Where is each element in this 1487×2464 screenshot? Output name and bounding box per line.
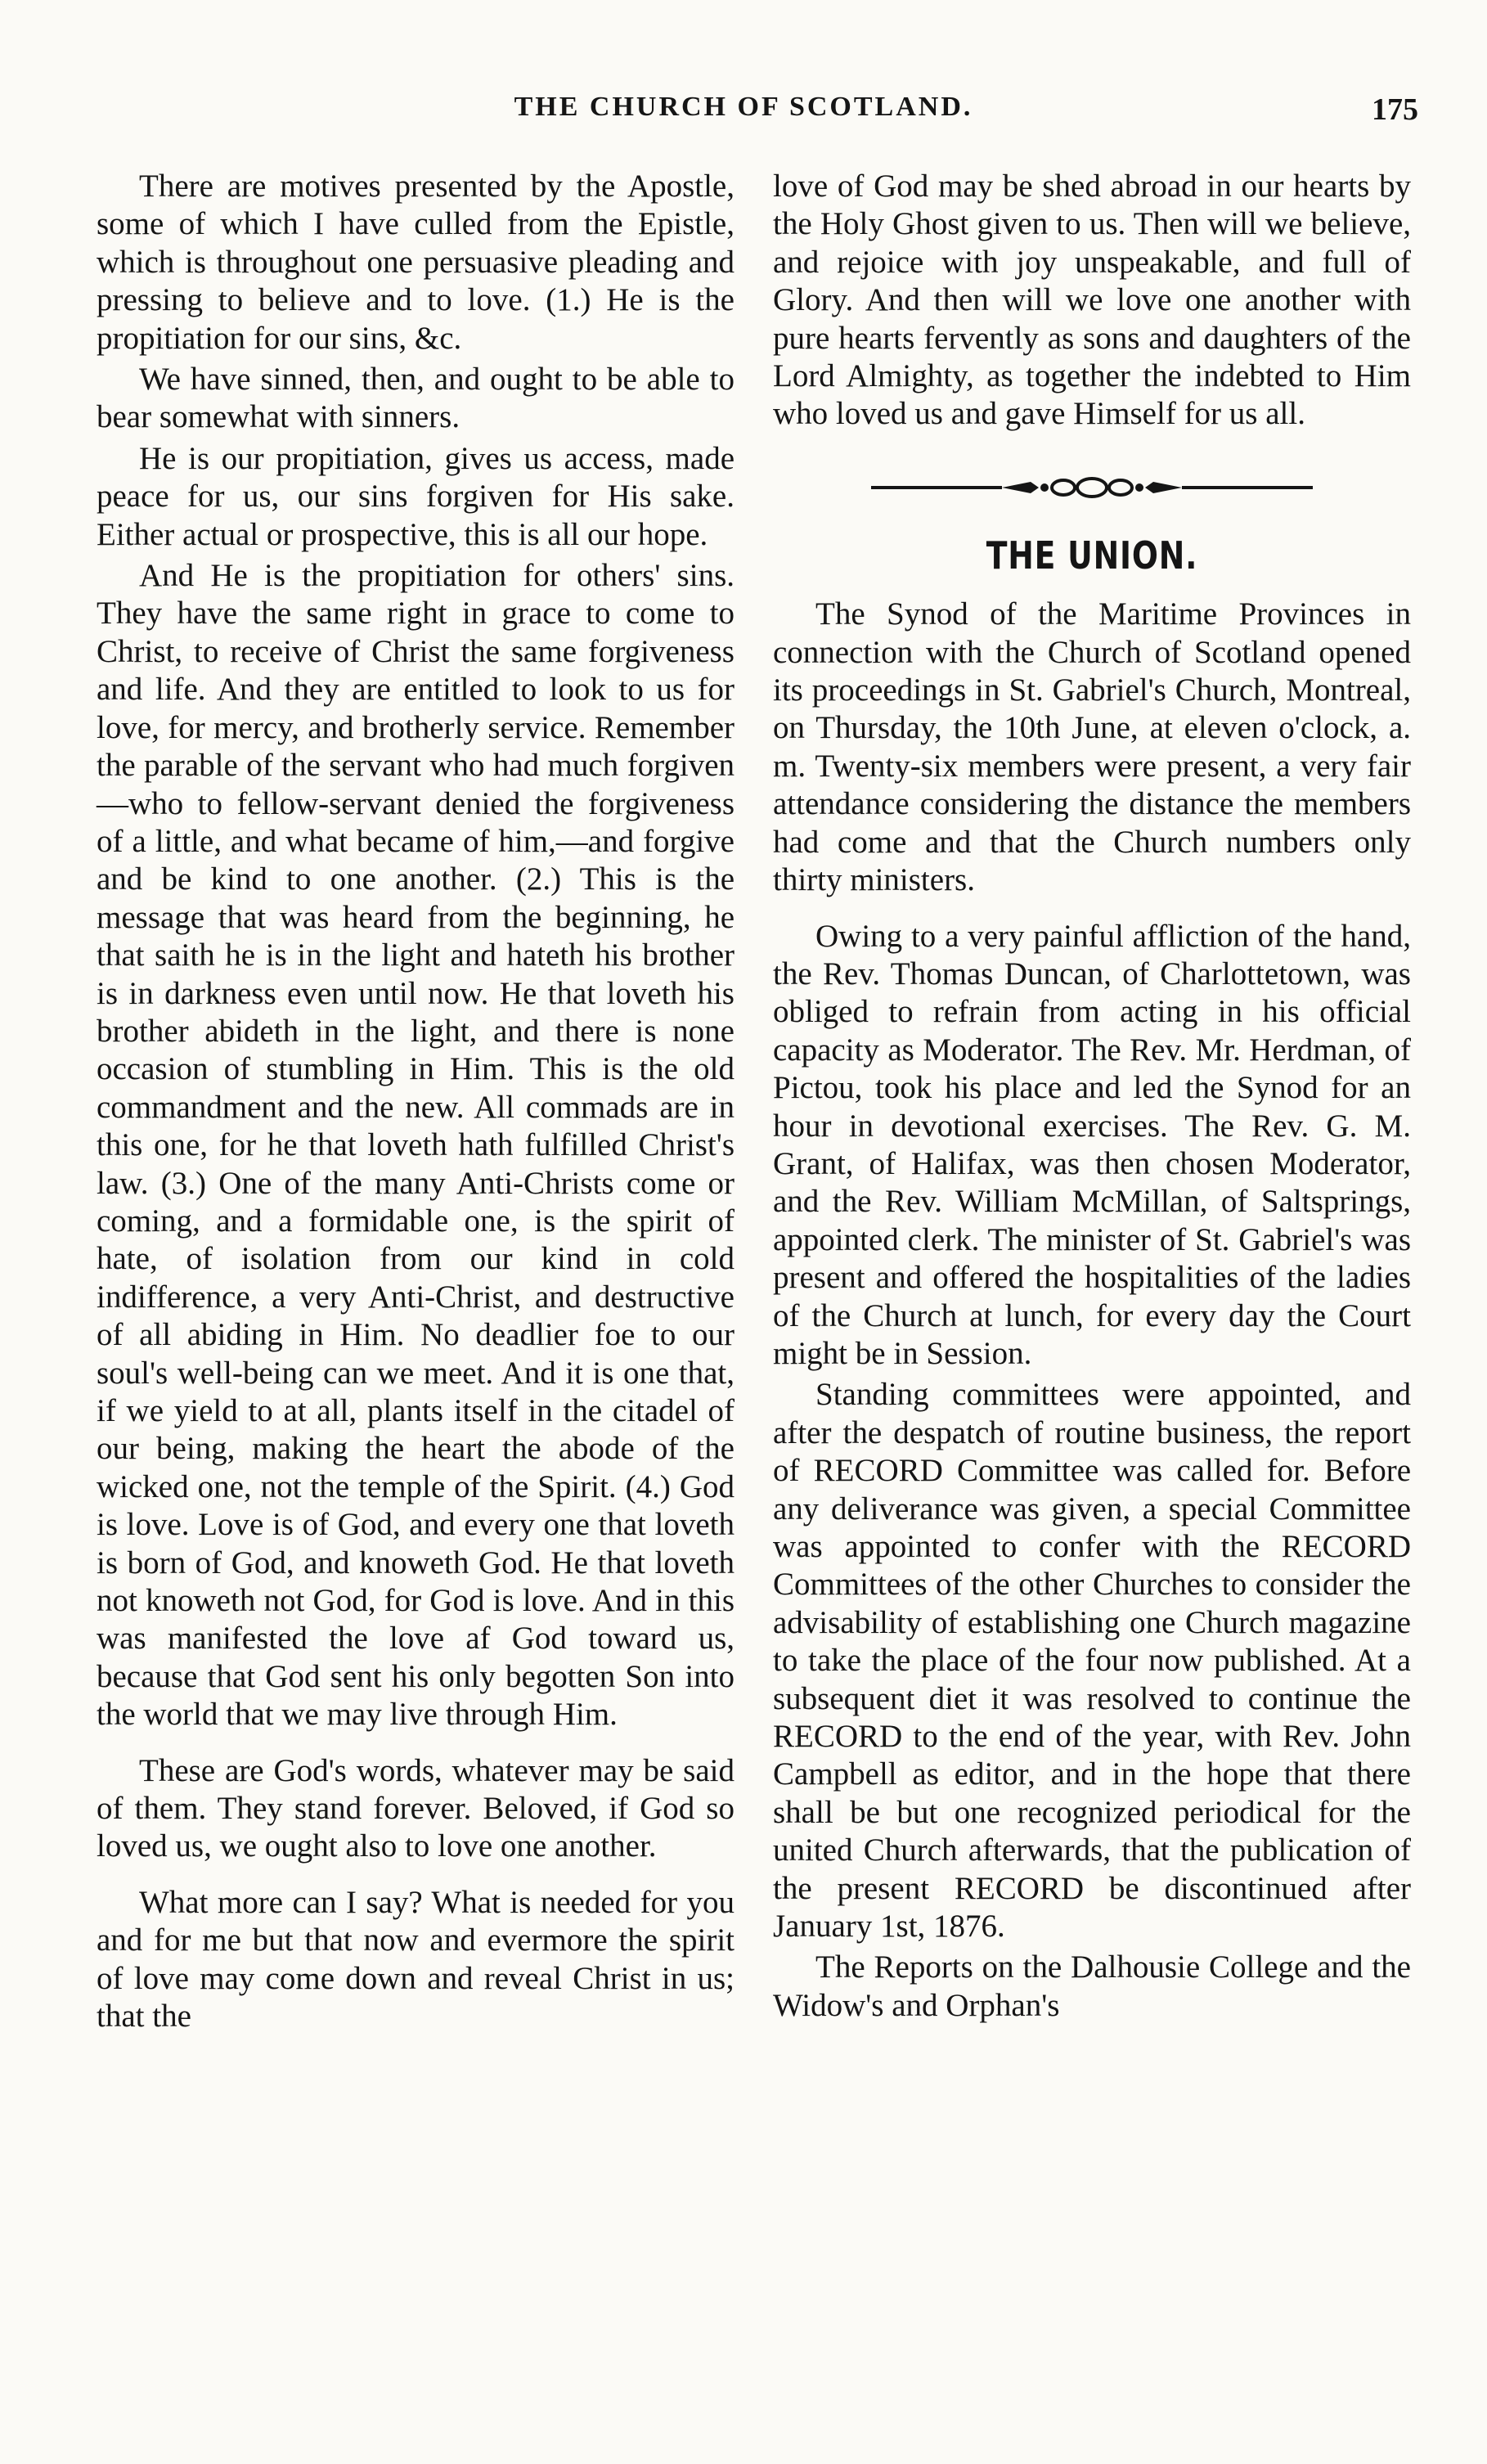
right-column [773,168,1411,2025]
paragraph: And He is the propitiation for others' sins. They have the same right in grace to come to Christ, to receive of Christ the same forgiveness and life. And they are entitled to look to us for love, for mercy, and brotherly service. Remember the parable of the servant who had much forgiven—who to fellow-servant denied the forgiveness of a little, and what became of him,—and forgive and be kind to one another. (2.) This is the message that was heard from the beginning, he that saith he is in the light and hateth his brother is in darkness even until now. He that loveth his brother abideth in the light, and there is none occasion of stumbling in Him. This is the old commandment and the new. All commads are in this one, for he that loveth hath fulfilled Christ's law. (3.) One of the many Anti-Christs come or coming, and a formidable one, is the spirit of hate, of isolation from our kind in cold indifference, a very Anti-Christ, and destructive of all abiding in Him. No deadlier foe to our soul's well-being can we meet. And it is one that, if we yield to at all, plants itself in the citadel of our being, making the heart the abode of the wicked one, not the temple of the Spirit. (4.) God is love. Love is of God, and every one that loveth is born of God, and knoweth God. He that loveth not knoweth not God, for God is love. And in this was manifested the love af God toward us, because that God sent his only begotten Son into the world that we may live through Him. [97,558,735,1733]
running-head-title: THE CHURCH OF SCOTLAND. [514,92,973,122]
paragraph: He is our propitiation, gives us access, made peace for us, our sins forgiven for His sake. Either actual or prospective, this is all our hope. [97,440,735,552]
page-number: 175 [1372,92,1418,127]
paragraph: The Reports on the Dalhousie College and the Widow's and Orphan's [773,1949,1411,2023]
paragraph-continuation: love of God may be shed abroad in our hearts by the Holy Ghost given to us. Then will we believe, and rejoice with joy unspeakable, and full of Glory. And then will we love one another with pure hearts fervently as sons and daughters of the Lord Almighty, as together the indebted to Him who loved us and gave Himself for us all. [773,169,1411,432]
paragraph: Owing to a very painful affliction of the hand, the Rev. Thomas Duncan, of Charlottetown, was obliged to refrain from acting in his official capacity as Moderator. The Rev. Mr. Herdman, of Pictou, took his place and led the Synod for an hour in devotional exercises. The Rev. G. M. Grant, of Halifax, was then chosen Moderator, and the Rev. William McMillan, of Saltsprings, appointed clerk. The minister of St. Gabriel's was present and offered the hospitalities of the ladies of the Church at lunch, for every day the Court might be in Session. [773,918,1411,1371]
paragraph: The Synod of the Maritime Provinces in connection with the Church of Scotland opened its proceedings in St. Gabriel's Church, Montreal, on Thursday, the 10th June, at eleven o'clock, a. m. Twenty-six members were present, a very fair attendance considering the distance the members had come and that the Church numbers only thirty ministers. [773,596,1411,898]
running-head [0,92,1487,141]
section-title: THE UNION. [986,533,1198,578]
left-column [97,168,735,2036]
paragraph: Standing committees were appointed, and after the despatch of routine business, the report of RECORD Committee was called for. Before any deliverance was given, a special Committee was appointed to confer with the RECORD Committees of the other Churches to consider the advisability of establishing one Church magazine to take the place of the four now published. At a subsequent diet it was resolved to continue the RECORD to the end of the year, with Rev. John Campbell as editor, and in the hope that there shall be but one recognized periodical for the united Church afterwards, that the publication of the present RECORD be discontinued after January 1st, 1876. [773,1377,1411,1945]
paragraph: There are motives presented by the Apostle, some of which I have culled from the Epistle, which is throughout one persuasive pleading and pressing to believe and to love. (1.) He is the propitiation for our sins, &c. [97,169,735,356]
paragraph: We have sinned, then, and ought to be able to bear somewhat with sinners. [97,362,735,435]
ornamental-rule-divider [863,471,1321,504]
paragraph: What more can I say? What is needed for you and for me but that now and evermore the spirit of love may come down and reveal Christ in us; that the [97,1884,735,2035]
paragraph: These are God's words, whatever may be said of them. They stand forever. Beloved, if God so loved us, we ought also to love one another. [97,1752,735,1864]
